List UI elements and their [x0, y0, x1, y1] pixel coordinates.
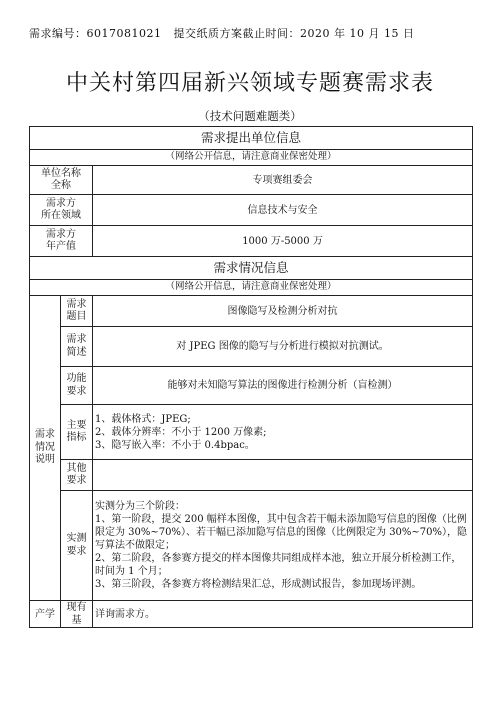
topic-row: [30, 296, 473, 327]
field-value: 信息技术与安全: [93, 195, 473, 226]
metrics-label-line1: 主要: [66, 419, 87, 431]
test-label-line2: 要求: [66, 545, 87, 557]
test-value: [93, 491, 473, 601]
org-name-label: [30, 166, 93, 195]
org-name-row: [30, 166, 473, 195]
page-subtitle: （技术问题难题类）: [198, 109, 302, 123]
deadline-label: 提交纸质方案截止时间：: [173, 27, 300, 40]
field-row: [30, 195, 473, 226]
output-row: [30, 226, 473, 257]
metrics-row: [30, 405, 473, 460]
function-label: [61, 367, 93, 405]
test-label-line1: 实测: [66, 533, 87, 544]
test-row: [30, 491, 473, 601]
output-value: 1000 万-5000 万: [93, 226, 473, 257]
section2-heading: 需求情况信息: [30, 257, 473, 280]
request-id-value: 6017081021: [86, 27, 162, 40]
metrics-label: [61, 405, 93, 460]
request-id-label: 需求编号：: [29, 27, 87, 40]
field-label-line1: 需求方: [46, 197, 76, 209]
topic-label-line1: 需求: [66, 298, 87, 310]
situation-group-label: [30, 296, 61, 601]
footer-col2: 现有基: [61, 601, 93, 628]
brief-row: [30, 327, 473, 367]
output-label-line2: 年产值: [46, 241, 76, 252]
situation-group-label-line1: 需求: [35, 429, 55, 441]
section1-note-row: [30, 150, 473, 166]
situation-group-label-line3: 说明: [35, 454, 55, 466]
requirement-form-table: [29, 126, 473, 628]
other-label: [61, 460, 93, 491]
output-label-line1: 需求方: [46, 228, 76, 240]
brief-value: 对 JPEG 图像的隐写与分析进行模拟对抗测试。: [93, 327, 473, 367]
section1-heading-row: [30, 127, 473, 150]
brief-label-line1: 需求: [66, 334, 87, 345]
field-label: [30, 195, 93, 226]
function-label-line2: 要求: [66, 385, 87, 397]
footer-value: 详询需求方。: [93, 601, 473, 628]
metrics-line-3: 3、隐写嵌入率：不小于 0.4bpac。: [95, 439, 255, 451]
footer-col1: 产学: [30, 601, 61, 628]
footer-row: [30, 601, 473, 628]
topic-label: [61, 296, 93, 327]
section2-heading-row: [30, 257, 473, 280]
section2-note-row: [30, 280, 473, 296]
header-line: [29, 25, 414, 41]
brief-label: [61, 327, 93, 367]
situation-group-label-line2: 情况: [35, 441, 55, 453]
metrics-value: [93, 405, 473, 460]
metrics-line-2: 2、载体分辨率：不小于 1200 万像素;: [95, 426, 267, 438]
function-value: 能够对未知隐写算法的图像进行检测分析（盲检测）: [93, 367, 473, 405]
test-line-2: 2、第二阶段，各参赛方提交的样本图像共同组成样本池，独立开展分析检测工作，时间为 1 个月；: [95, 553, 462, 577]
other-label-line2: 要求: [66, 475, 87, 486]
function-label-line1: 功能: [66, 373, 87, 384]
org-name-label-line2: 全称: [51, 180, 71, 191]
other-label-line1: 其他: [66, 462, 87, 474]
output-label: [30, 226, 93, 257]
topic-label-line2: 题目: [66, 311, 87, 322]
section2-note: （网络公开信息，请注意商业保密处理）: [30, 280, 473, 296]
section1-note: （网络公开信息，请注意商业保密处理）: [30, 150, 473, 166]
org-name-value: 专项赛组委会: [93, 166, 473, 195]
topic-value: 图像隐写及检测分析对抗: [93, 296, 473, 327]
metrics-label-line2: 指标: [66, 432, 87, 443]
deadline-value: 2020 年 10 月 15 日: [300, 27, 415, 40]
field-label-line2: 所在领域: [41, 210, 81, 221]
test-line-1: 1、第一阶段，提交 200 幅样本图像，其中包含若干幅未添加隐写信息的图像（比例限定为 30%~70%）、若干幅已添加隐写信息的图像（比例限定为 30%~70%），隐写算法不做限定；: [95, 514, 468, 551]
other-row: [30, 460, 473, 491]
test-line-3: 3、第三阶段，各参赛方将检测结果汇总，形成测试报告，参加现场评测。: [95, 579, 422, 590]
function-row: [30, 367, 473, 405]
brief-label-line2: 简述: [66, 346, 87, 358]
other-value: [93, 460, 473, 491]
page-title: 中关村第四届新兴领域专题赛需求表: [65, 71, 434, 96]
section1-heading: 需求提出单位信息: [30, 127, 473, 150]
org-name-label-line1: 单位名称: [41, 167, 81, 179]
test-line-intro: 实测分为三个阶段：: [95, 501, 185, 512]
metrics-line-1: 1、载体格式：JPEG;: [95, 413, 191, 425]
test-label: [61, 491, 93, 601]
